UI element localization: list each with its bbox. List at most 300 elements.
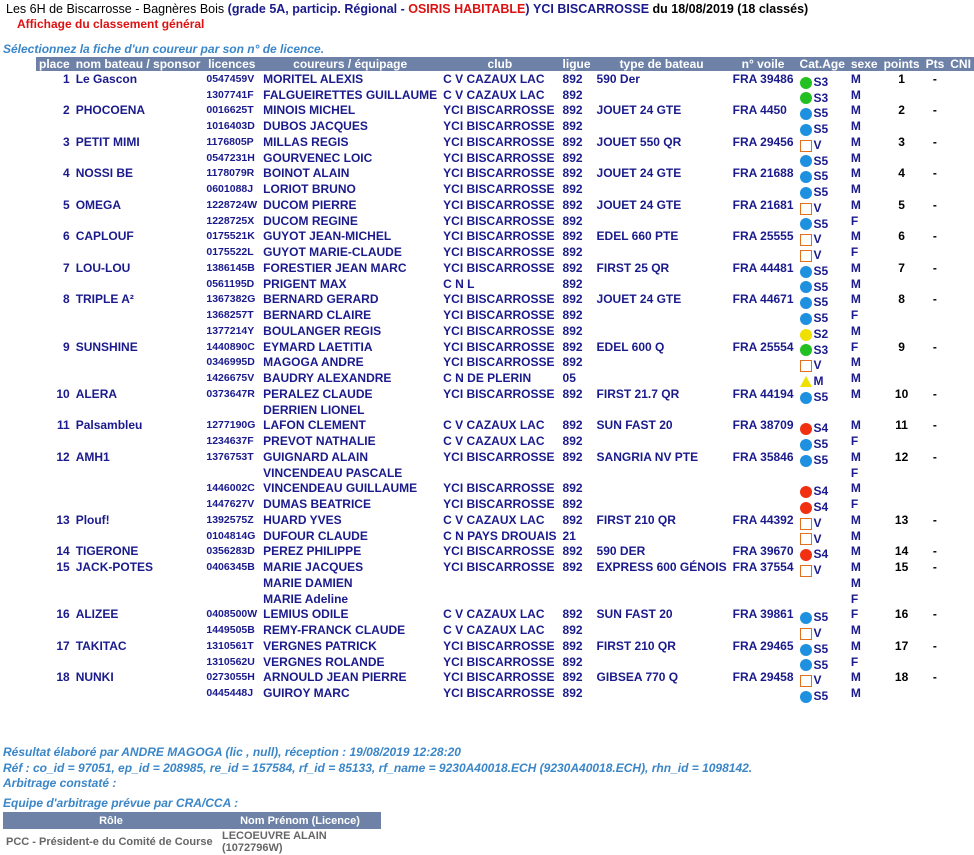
table-row	[36, 591, 974, 607]
boat-type	[594, 481, 730, 497]
place	[36, 654, 73, 670]
crew-name: FALGUEIRETTES GUILLAUME	[263, 87, 438, 102]
licence-number[interactable]: 0346995D	[206, 356, 255, 369]
cni	[947, 87, 974, 103]
pts	[923, 402, 948, 418]
ligue: 892	[562, 182, 583, 197]
table-row	[36, 402, 974, 418]
licence-number[interactable]: 0601088J	[206, 183, 254, 196]
boat-type	[594, 213, 730, 229]
cat-age	[797, 481, 848, 497]
cat-age	[797, 197, 848, 213]
table-row	[36, 197, 974, 213]
cat-label: S4	[813, 500, 829, 515]
column-header: coureurs / équipage	[260, 57, 440, 71]
square-icon	[800, 565, 812, 577]
licence-number[interactable]: 1228725X	[206, 214, 255, 227]
crew-name: BOULANGER REGIS	[263, 323, 382, 338]
ligue: 892	[562, 119, 583, 134]
club	[440, 465, 559, 481]
ligue: 892	[562, 103, 583, 118]
square-icon	[800, 140, 812, 152]
licence-number[interactable]	[203, 591, 260, 607]
ligue: 892	[562, 308, 583, 323]
club: C V CAZAUX LAC	[443, 623, 545, 638]
cni	[947, 638, 974, 654]
points	[881, 213, 923, 229]
place	[36, 591, 73, 607]
club: YCI BISCARROSSE	[443, 339, 555, 354]
club: YCI BISCARROSSE	[443, 308, 555, 323]
cni	[947, 418, 974, 434]
licence-number[interactable]: 1367382G	[206, 293, 256, 306]
ligue: 892	[562, 670, 583, 685]
cat-age	[797, 229, 848, 245]
crew-name: PERALEZ CLAUDE	[263, 386, 373, 401]
circle-icon	[800, 423, 812, 435]
boat-name	[73, 244, 204, 260]
licence-number[interactable]: 0547231H	[206, 151, 255, 164]
cat-age	[797, 355, 848, 371]
ligue: 892	[562, 623, 583, 638]
club: YCI BISCARROSSE	[443, 245, 555, 260]
points: 14	[894, 544, 909, 559]
arbitrage-team-label: Equipe d'arbitrage prévue par CRA/CCA :	[3, 796, 239, 810]
boat-type	[594, 370, 730, 386]
cni	[947, 181, 974, 197]
circle-icon	[800, 313, 812, 325]
sexe: M	[850, 182, 861, 197]
licence-number[interactable]: 1449505B	[206, 624, 255, 637]
licence-number[interactable]	[203, 465, 260, 481]
points: 9	[898, 339, 905, 354]
club: YCI BISCARROSSE	[443, 260, 555, 275]
points	[881, 276, 923, 292]
licence-number[interactable]: 1377214Y	[206, 324, 255, 337]
cni	[947, 307, 974, 323]
sexe: F	[850, 497, 859, 512]
pts: -	[932, 229, 937, 244]
licence-number[interactable]: 0273055H	[206, 671, 255, 684]
arb-header-role: Rôle	[3, 812, 219, 829]
sexe: F	[850, 654, 859, 669]
table-row	[36, 449, 974, 465]
cat-label: V	[813, 137, 822, 152]
licence-number[interactable]	[203, 575, 260, 591]
licence-number[interactable]: 1176805P	[206, 135, 254, 148]
table-row	[36, 276, 974, 292]
licence-number[interactable]: 1310561T	[206, 639, 254, 652]
arb-name: LECOEUVRE ALAIN (1072796W)	[222, 830, 327, 854]
licence-number[interactable]: 0104814G	[206, 529, 256, 542]
sail-number	[730, 654, 797, 670]
cat-label: S5	[813, 452, 829, 467]
sexe: F	[850, 213, 859, 228]
pts	[923, 323, 948, 339]
points	[881, 433, 923, 449]
crew-name: MARIE Adeline	[263, 591, 349, 606]
licence-number[interactable]: 1426675V	[206, 372, 255, 385]
cat-age	[797, 276, 848, 292]
licence-number[interactable]: 1234637F	[206, 435, 254, 448]
table-row	[36, 654, 974, 670]
sexe: F	[850, 245, 859, 260]
club: YCI BISCARROSSE	[443, 449, 555, 464]
ligue: 892	[562, 686, 583, 701]
cat-age	[797, 559, 848, 578]
boat-type	[594, 307, 730, 323]
pts	[923, 87, 948, 103]
place	[36, 370, 73, 386]
place	[36, 433, 73, 449]
place: 2	[63, 103, 70, 118]
crew-name: GUIROY MARC	[263, 686, 350, 701]
boat-type	[594, 622, 730, 638]
square-icon	[800, 360, 812, 372]
cat-label: S5	[813, 295, 829, 310]
licence-number[interactable]: 1440890C	[206, 340, 255, 353]
sail-number: FRA 38709	[732, 418, 794, 433]
crew-name: LORIOT BRUNO	[263, 182, 356, 197]
square-icon	[800, 628, 812, 640]
sexe: M	[850, 623, 861, 638]
sail-number: FRA 37554	[732, 560, 794, 575]
pts	[923, 276, 948, 292]
select-hint: Sélectionnez la fiche d'un coureur par son n° de licence.	[3, 42, 325, 56]
sexe: M	[850, 276, 861, 291]
cni	[947, 339, 974, 355]
boat-type: 590 Der	[596, 71, 640, 86]
club: YCI BISCARROSSE	[443, 292, 555, 307]
square-icon	[800, 533, 812, 545]
boat-type: JOUET 550 QR	[596, 134, 682, 149]
sail-number: FRA 44481	[732, 260, 794, 275]
licence-number[interactable]: 1376753T	[206, 450, 254, 463]
boat-name: JACK-POTES	[75, 560, 154, 575]
boat-type	[594, 528, 730, 544]
cat-label: S5	[813, 689, 829, 704]
licence-number[interactable]: 0175522L	[206, 246, 254, 259]
table-row	[36, 166, 974, 182]
pts	[923, 244, 948, 260]
boat-name	[73, 465, 204, 481]
club: YCI BISCARROSSE	[443, 323, 555, 338]
pts	[923, 496, 948, 512]
sexe: M	[850, 260, 861, 275]
ligue	[560, 591, 594, 607]
sexe: F	[850, 465, 859, 480]
boat-type	[594, 323, 730, 339]
licence-number[interactable]: 1016403D	[206, 120, 255, 133]
boat-type: JOUET 24 GTE	[596, 166, 682, 181]
cni	[947, 654, 974, 670]
table-row	[36, 481, 974, 497]
crew-name: DUCOM REGINE	[263, 213, 358, 228]
points	[881, 323, 923, 339]
ligue: 892	[562, 560, 583, 575]
cat-label: S5	[813, 263, 829, 278]
points	[881, 244, 923, 260]
crew-name: GUYOT JEAN-MICHEL	[263, 229, 392, 244]
cni	[947, 481, 974, 497]
place: 17	[56, 638, 70, 653]
licence-number[interactable]: 1447627V	[206, 498, 255, 511]
place	[36, 622, 73, 638]
sexe: M	[850, 355, 861, 370]
cat-age	[797, 134, 848, 150]
sail-number: FRA 29458	[732, 670, 794, 685]
club: YCI BISCARROSSE	[443, 686, 555, 701]
ligue: 892	[562, 229, 583, 244]
points	[881, 685, 923, 701]
pts	[923, 465, 948, 481]
boat-type	[594, 591, 730, 607]
page-subtitle: Affichage du classement général	[17, 17, 205, 31]
cni	[947, 685, 974, 701]
column-header: Pts	[923, 57, 948, 71]
sail-number	[730, 591, 797, 607]
sail-number	[730, 465, 797, 481]
arb-header-name: Nom Prénom (Licence)	[219, 812, 381, 829]
sexe: M	[850, 323, 861, 338]
pts	[923, 370, 948, 386]
place: 14	[56, 544, 70, 559]
crew-name: LAFON CLEMENT	[263, 418, 366, 433]
cat-label: S3	[813, 342, 829, 357]
licence-number[interactable]	[203, 402, 260, 418]
pts: -	[932, 449, 937, 464]
table-row	[36, 118, 974, 134]
boat-type: SUN FAST 20	[596, 418, 673, 433]
licence-number[interactable]: 1386145B	[206, 261, 255, 274]
table-row	[36, 433, 974, 449]
cat-label: S4	[813, 484, 829, 499]
crew-name: BOINOT ALAIN	[263, 166, 350, 181]
cat-age	[797, 449, 848, 465]
circle-icon	[800, 92, 812, 104]
club: YCI BISCARROSSE	[443, 197, 555, 212]
crew-name: VERGNES PATRICK	[263, 638, 377, 653]
licence-number[interactable]: 1446002C	[206, 482, 255, 495]
cni	[947, 118, 974, 134]
boat-name	[73, 276, 204, 292]
licence-number[interactable]: 0016625T	[206, 104, 254, 117]
points: 1	[898, 71, 905, 86]
cat-age	[797, 386, 848, 402]
cat-label: V	[813, 673, 822, 688]
licence-number[interactable]: 0547459V	[206, 72, 255, 85]
cat-label: S5	[813, 153, 829, 168]
cat-label: S4	[813, 421, 829, 436]
licence-number[interactable]: 0356283D	[206, 545, 255, 558]
points	[881, 355, 923, 371]
place: 5	[63, 197, 70, 212]
sexe: M	[850, 371, 861, 386]
boat-name	[73, 496, 204, 512]
boat-name: CAPLOUF	[75, 229, 134, 244]
column-header: licences	[203, 57, 260, 71]
cni	[947, 496, 974, 512]
pts	[923, 213, 948, 229]
boat-name	[73, 575, 204, 591]
boat-name	[73, 481, 204, 497]
crew-name: DERRIEN LIONEL	[263, 402, 365, 417]
crew-name: PREVOT NATHALIE	[263, 434, 376, 449]
table-header	[36, 57, 974, 71]
place: 7	[63, 260, 70, 275]
table-row	[36, 244, 974, 260]
ligue: 892	[562, 481, 583, 496]
circle-icon	[800, 439, 812, 451]
crew-name: BAUDRY ALEXANDRE	[263, 371, 392, 386]
boat-type: FIRST 210 QR	[596, 638, 676, 653]
sail-number	[730, 276, 797, 292]
ligue: 892	[562, 323, 583, 338]
cni	[947, 292, 974, 308]
cat-label: S2	[813, 326, 829, 341]
pts: -	[932, 418, 937, 433]
ligue: 892	[562, 292, 583, 307]
points: 13	[894, 512, 909, 527]
square-icon	[800, 250, 812, 262]
pts	[923, 622, 948, 638]
pts	[923, 654, 948, 670]
pts: -	[932, 103, 937, 118]
licence-number[interactable]: 1277190G	[206, 419, 256, 432]
points: 8	[898, 292, 905, 307]
sail-number: FRA 25554	[732, 339, 794, 354]
boat-name: PHOCOENA	[75, 103, 146, 118]
crew-name: MARIE JACQUES	[263, 560, 364, 575]
circle-icon	[800, 187, 812, 199]
circle-icon	[800, 486, 812, 498]
cat-age	[797, 87, 848, 103]
club: C V CAZAUX LAC	[443, 434, 545, 449]
boat-name: Plouf!	[75, 512, 110, 527]
points: 18	[894, 670, 909, 685]
cat-label: V	[813, 232, 822, 247]
boat-name	[73, 181, 204, 197]
licence-number[interactable]: 0561195D	[206, 277, 255, 290]
club: C V CAZAUX LAC	[443, 418, 545, 433]
cat-age	[797, 244, 848, 263]
licence-number[interactable]: 1310562U	[206, 655, 255, 668]
club: YCI BISCARROSSE	[443, 166, 555, 181]
pts	[923, 575, 948, 591]
club	[440, 575, 559, 591]
place: 18	[56, 670, 70, 685]
points: 6	[898, 229, 905, 244]
crew-name: MORITEL ALEXIS	[263, 71, 364, 86]
sexe: M	[850, 71, 861, 86]
sail-number: FRA 44671	[732, 292, 794, 307]
table-row	[36, 496, 974, 512]
pts: -	[932, 512, 937, 527]
sexe: M	[850, 481, 861, 496]
sail-number	[730, 307, 797, 323]
cni	[947, 591, 974, 607]
boat-type	[594, 355, 730, 371]
points: 2	[898, 103, 905, 118]
cni	[947, 276, 974, 292]
sail-number	[730, 213, 797, 229]
points	[881, 591, 923, 607]
cat-age	[797, 512, 848, 528]
cni	[947, 528, 974, 544]
club: YCI BISCARROSSE	[443, 670, 555, 685]
crew-name: PRIGENT MAX	[263, 276, 347, 291]
licence-number[interactable]: 1368257T	[206, 309, 254, 322]
sexe: M	[850, 292, 861, 307]
boat-name	[73, 685, 204, 701]
sail-number: FRA 39861	[732, 607, 794, 622]
place: 16	[56, 607, 70, 622]
boat-name: NOSSI BE	[75, 166, 134, 181]
place	[36, 150, 73, 166]
page-header	[6, 2, 808, 16]
ligue: 892	[562, 213, 583, 228]
club	[440, 591, 559, 607]
sexe: F	[850, 607, 859, 622]
boat-name: Palsambleu	[75, 418, 143, 433]
place: 8	[63, 292, 70, 307]
club: YCI BISCARROSSE	[443, 182, 555, 197]
licence-number[interactable]: 0445448J	[206, 687, 254, 700]
club: YCI BISCARROSSE	[443, 213, 555, 228]
cat-age	[797, 607, 848, 623]
cat-age	[797, 370, 848, 389]
cat-label: V	[813, 626, 822, 641]
sail-number	[730, 244, 797, 260]
pts: -	[932, 638, 937, 653]
licence-number[interactable]: 0373647R	[206, 387, 255, 400]
ligue: 892	[562, 197, 583, 212]
crew-name: MAGOGA ANDRE	[263, 355, 364, 370]
crew-name: MILLAS REGIS	[263, 134, 349, 149]
licence-number[interactable]: 1392575Z	[206, 513, 254, 526]
licence-number[interactable]: 0408500W	[206, 608, 258, 621]
crew-name: LEMIUS ODILE	[263, 607, 349, 622]
square-icon	[800, 675, 812, 687]
licence-number[interactable]: 0175521K	[206, 230, 255, 243]
place	[36, 355, 73, 371]
boat-type: FIRST 25 QR	[596, 260, 670, 275]
licence-number[interactable]: 1178079R	[206, 167, 255, 180]
cat-label: S4	[813, 547, 829, 562]
crew-name: GUYOT MARIE-CLAUDE	[263, 245, 402, 260]
crew-name: PEREZ PHILIPPE	[263, 544, 362, 559]
sexe: F	[850, 434, 859, 449]
licence-number[interactable]: 0406345B	[206, 561, 255, 574]
ligue: 892	[562, 418, 583, 433]
cat-label: S5	[813, 122, 829, 137]
sail-number	[730, 118, 797, 134]
place	[36, 481, 73, 497]
column-header: nom bateau / sponsor	[73, 57, 204, 71]
licence-number[interactable]: 1307741F	[206, 88, 254, 101]
boat-type: SANGRIA NV PTE	[596, 449, 699, 464]
place: 10	[56, 386, 70, 401]
licence-number[interactable]: 1228724W	[206, 198, 258, 211]
cni	[947, 323, 974, 339]
cat-age	[797, 591, 848, 607]
circle-icon	[800, 502, 812, 514]
place: 15	[56, 560, 70, 575]
cat-age	[797, 213, 848, 229]
place: 1	[63, 71, 70, 86]
boat-name	[73, 370, 204, 386]
circle-icon	[800, 392, 812, 404]
